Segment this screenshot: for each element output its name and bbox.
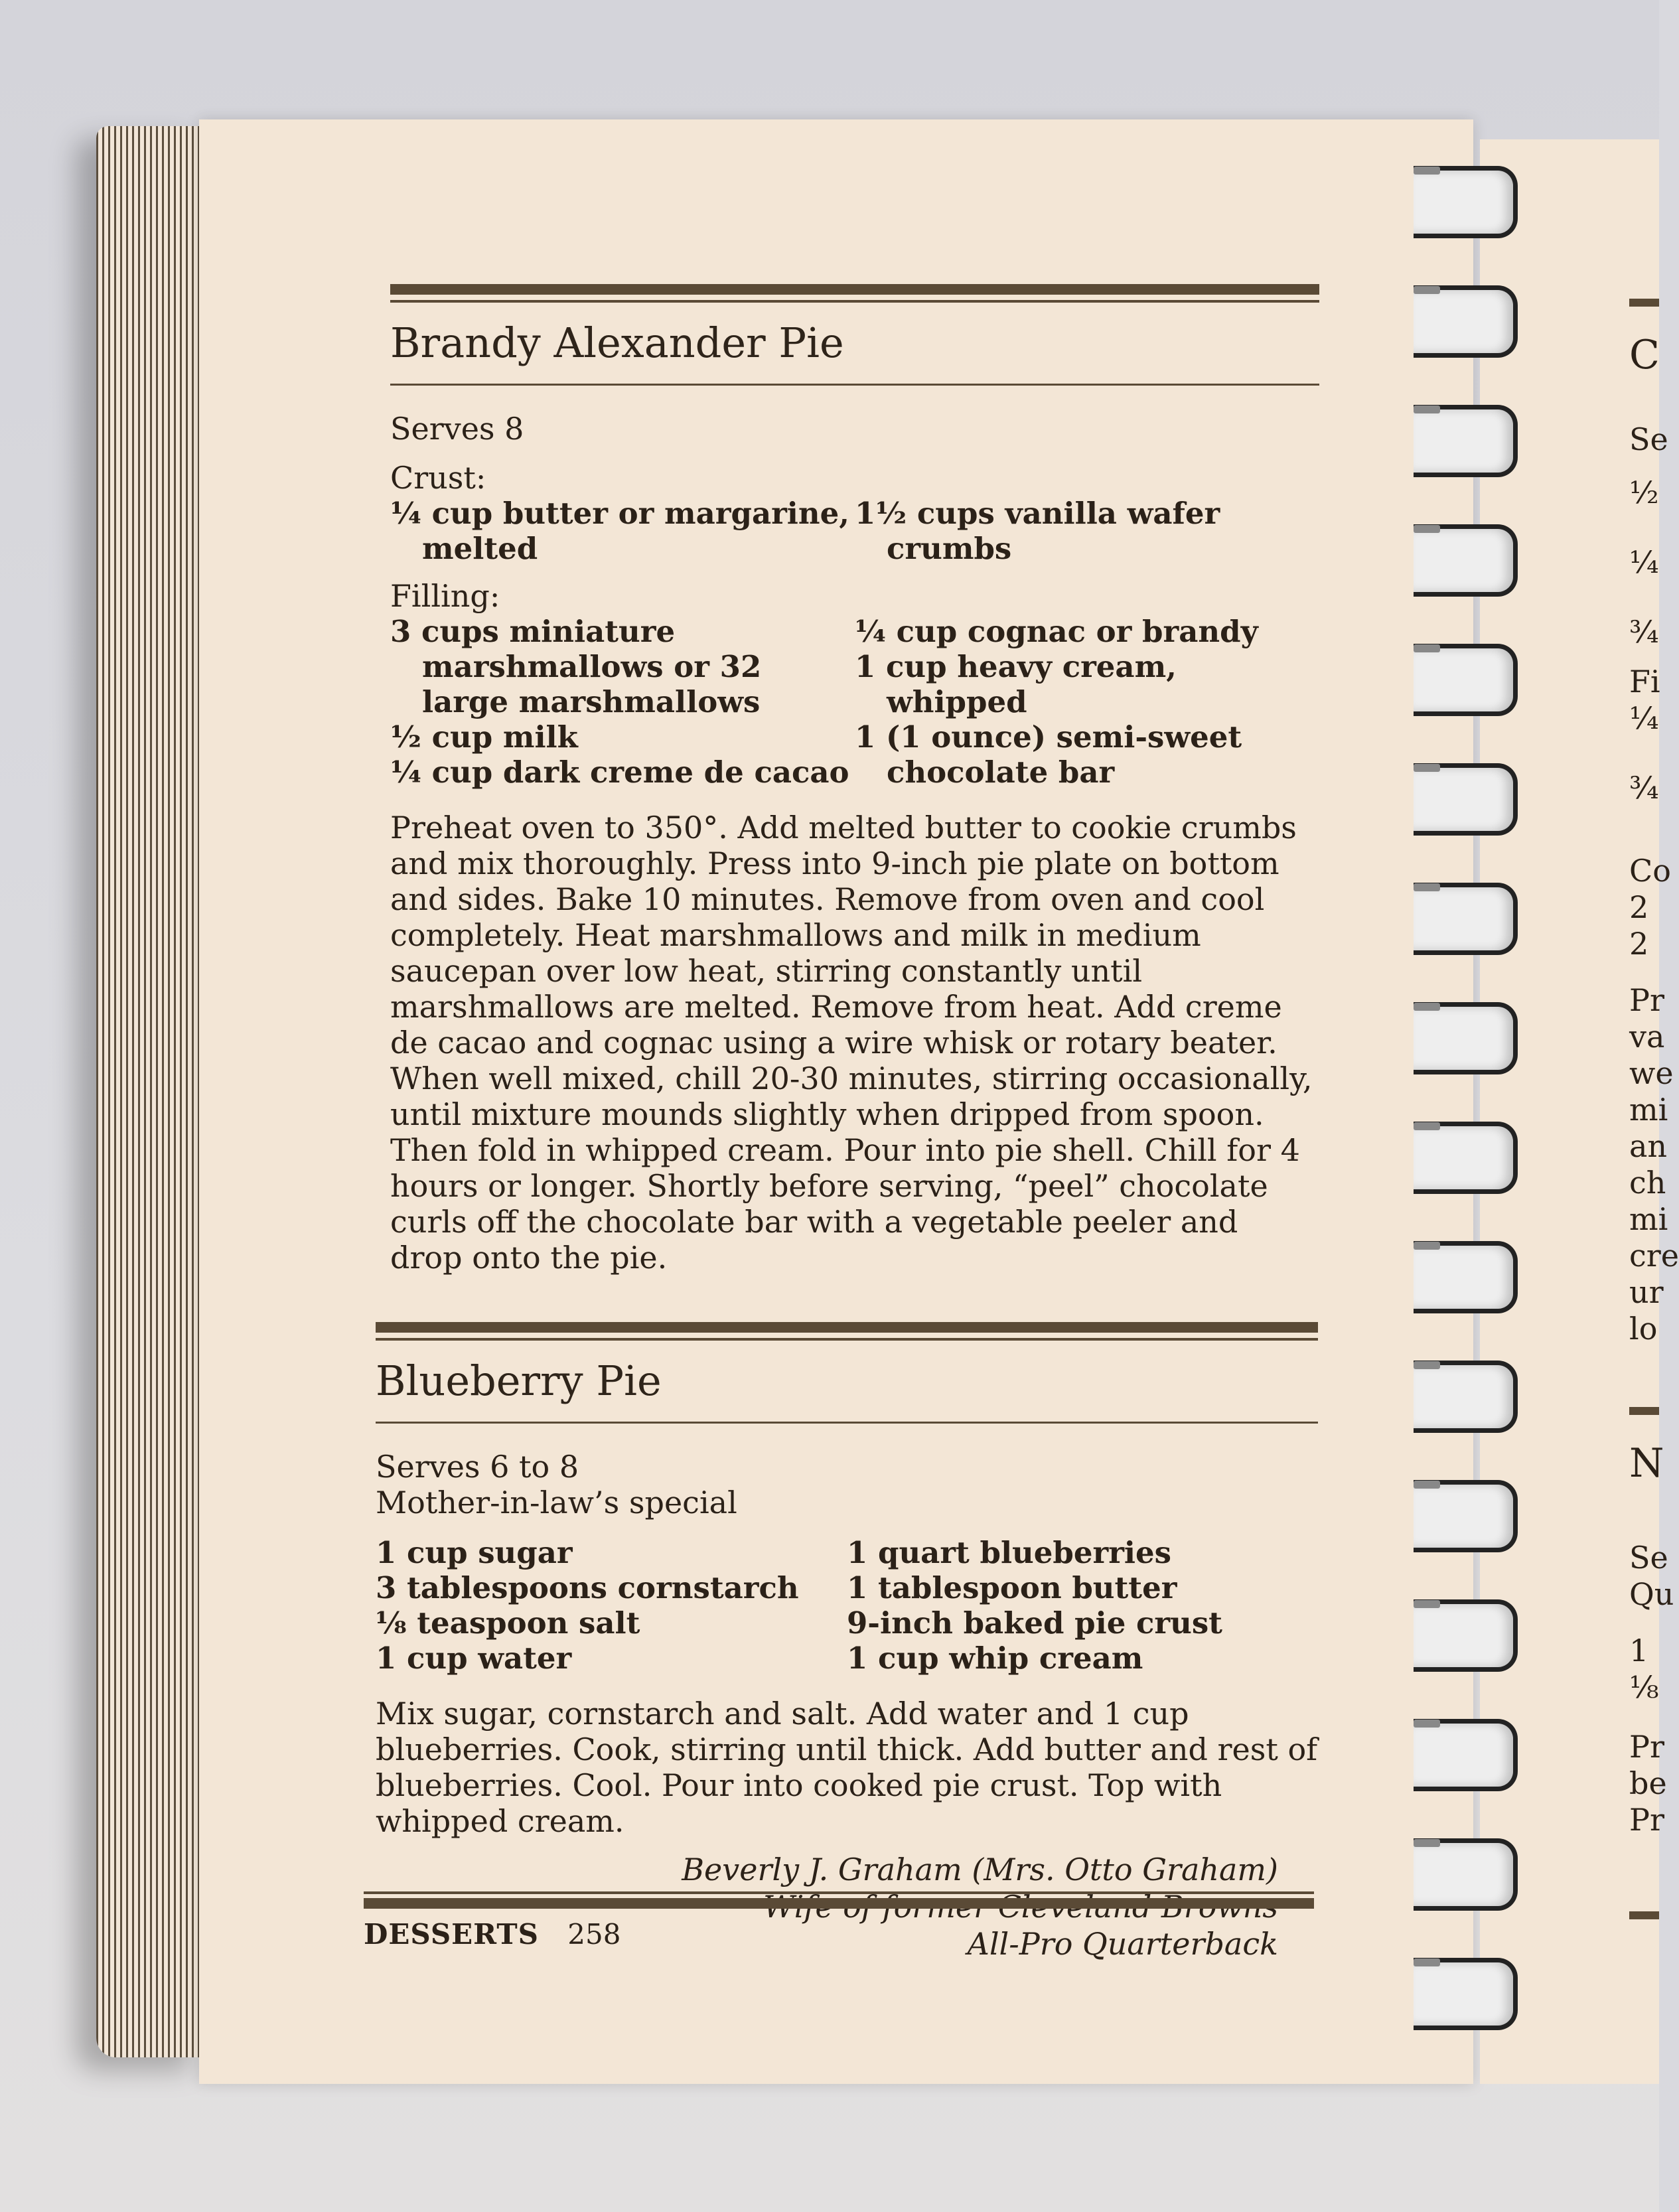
ingredient: ¼ cup dark creme de cacao <box>390 755 849 790</box>
ingredient: 9-inch baked pie crust <box>847 1605 1222 1641</box>
fragment: ur <box>1629 1274 1664 1310</box>
instructions: Preheat oven to 350°. Add melted butter to cookie crumbs and mix thoroughly. Press into 9-inch pie plate on bottom and sides. Bake 10 minutes. Remove from oven and cool completely. Heat marshmallows and milk in medium saucepan over low heat, stirring constantly until marshmallows are melted. Remove from heat. Add creme de cacao and cognac using a wire whisk or rotary beater. When well mixed, chill 20-30 minutes, stirring occasionally, until mixture mounds slightly when dripped from spoon. Then fold in whipped cream. Pour into pie shell. Chill for 4 hours or longer. Shortly before serving, “peel” chocolate curls off the chocolate bar with a vegetable peeler and drop onto the pie. <box>390 810 1313 1276</box>
fragment: Pr <box>1629 982 1664 1018</box>
footer-text <box>364 1918 1314 1951</box>
recipe-title: Brandy Alexander Pie <box>390 319 844 367</box>
recipe-note: Mother-in-law’s special <box>376 1485 737 1520</box>
fragment: 2 <box>1629 926 1649 962</box>
fragment: Pr <box>1629 1729 1664 1765</box>
title-underline <box>376 1422 1318 1424</box>
recipe-blueberry-pie <box>376 1322 1318 1962</box>
ingredient: 1 cup sugar <box>376 1535 573 1570</box>
credit-line: All-Pro Quarterback <box>967 1926 1278 1962</box>
fragment: ¼ <box>1629 544 1659 580</box>
top-rule-thick <box>390 284 1319 295</box>
crust-label: Crust: <box>390 460 486 496</box>
ingredient: 1 cup heavy cream, whipped <box>855 649 1177 719</box>
fragment: ¾ <box>1629 770 1659 806</box>
fragment: Fi <box>1629 664 1660 700</box>
serves: Serves 6 to 8 <box>376 1449 579 1485</box>
title-underline <box>390 384 1319 386</box>
ingredient: 1 (1 ounce) semi-sweet chocolate bar <box>855 719 1242 790</box>
section-name: DESSERTS <box>364 1918 539 1951</box>
top-rule-thick <box>376 1322 1318 1333</box>
fragment: cre <box>1629 1238 1679 1274</box>
fragment: we <box>1629 1055 1674 1091</box>
ingredient: 1 cup whip cream <box>847 1641 1143 1676</box>
ingredient: ½ cup milk <box>390 719 578 755</box>
fragment: ½ <box>1629 475 1659 510</box>
fragment: Se <box>1629 1540 1668 1576</box>
footer-rule-thick <box>364 1898 1314 1909</box>
left-page-content <box>191 153 1319 1962</box>
top-rule-thin <box>390 300 1319 303</box>
fragment: va <box>1629 1019 1665 1055</box>
fragment: 2 <box>1629 889 1649 925</box>
fragment: mi <box>1629 1092 1668 1128</box>
ingredient: 1½ cups vanilla wafer crumbs <box>855 496 1220 566</box>
fragment: Pr <box>1629 1802 1664 1838</box>
instructions: Mix sugar, cornstarch and salt. Add water and 1 cup blueberries. Cook, stirring until thick. Add butter and rest of blueberries. Cool. Pour into cooked pie crust. Top with whipped cream. <box>376 1696 1318 1839</box>
ingredient: ¼ cup cognac or brandy <box>855 614 1258 649</box>
ingredient: 3 tablespoons cornstarch <box>376 1570 799 1605</box>
fragment: lo <box>1629 1311 1658 1347</box>
fragment: Co <box>1629 853 1671 889</box>
ingredient: 1 tablespoon butter <box>847 1570 1177 1605</box>
fragment: an <box>1629 1128 1668 1164</box>
credit-line: Beverly J. Graham (Mrs. Otto Graham) <box>682 1852 1278 1887</box>
recipe-title: Blueberry Pie <box>376 1357 662 1405</box>
page-footer <box>364 1891 1314 1951</box>
ingredients <box>376 1535 1318 1676</box>
ingredient: 1 quart blueberries <box>847 1535 1171 1570</box>
fragment: N <box>1629 1440 1664 1487</box>
crust-ingredients <box>390 496 1319 566</box>
page-number: 258 <box>567 1918 621 1951</box>
fragment: ¼ <box>1629 700 1659 736</box>
fragment: ⅛ <box>1629 1669 1659 1705</box>
recipe-brandy-alexander <box>390 284 1319 1276</box>
fragment: be <box>1629 1765 1667 1801</box>
footer-rule-thin <box>364 1891 1314 1894</box>
ingredient: 3 cups miniature marshmallows or 32 large marshmallows <box>390 614 762 719</box>
fragment: mi <box>1629 1201 1668 1237</box>
filling-ingredients <box>390 614 1319 790</box>
serves: Serves 8 <box>390 411 524 447</box>
top-rule-thin <box>376 1338 1318 1341</box>
ingredient: ¼ cup butter or margarine, melted <box>390 496 849 566</box>
ingredient: ⅛ teaspoon salt <box>376 1605 640 1641</box>
fragment: Se <box>1629 421 1668 457</box>
filling-label: Filling: <box>390 578 500 614</box>
fragment: ch <box>1629 1165 1666 1201</box>
fragment: Qu <box>1629 1576 1674 1612</box>
spiral-binding <box>1414 146 1533 2057</box>
fragment: ¾ <box>1629 614 1659 650</box>
fragment: C <box>1629 332 1660 378</box>
fragment: 1 <box>1629 1633 1649 1668</box>
ingredient: 1 cup water <box>376 1641 572 1676</box>
